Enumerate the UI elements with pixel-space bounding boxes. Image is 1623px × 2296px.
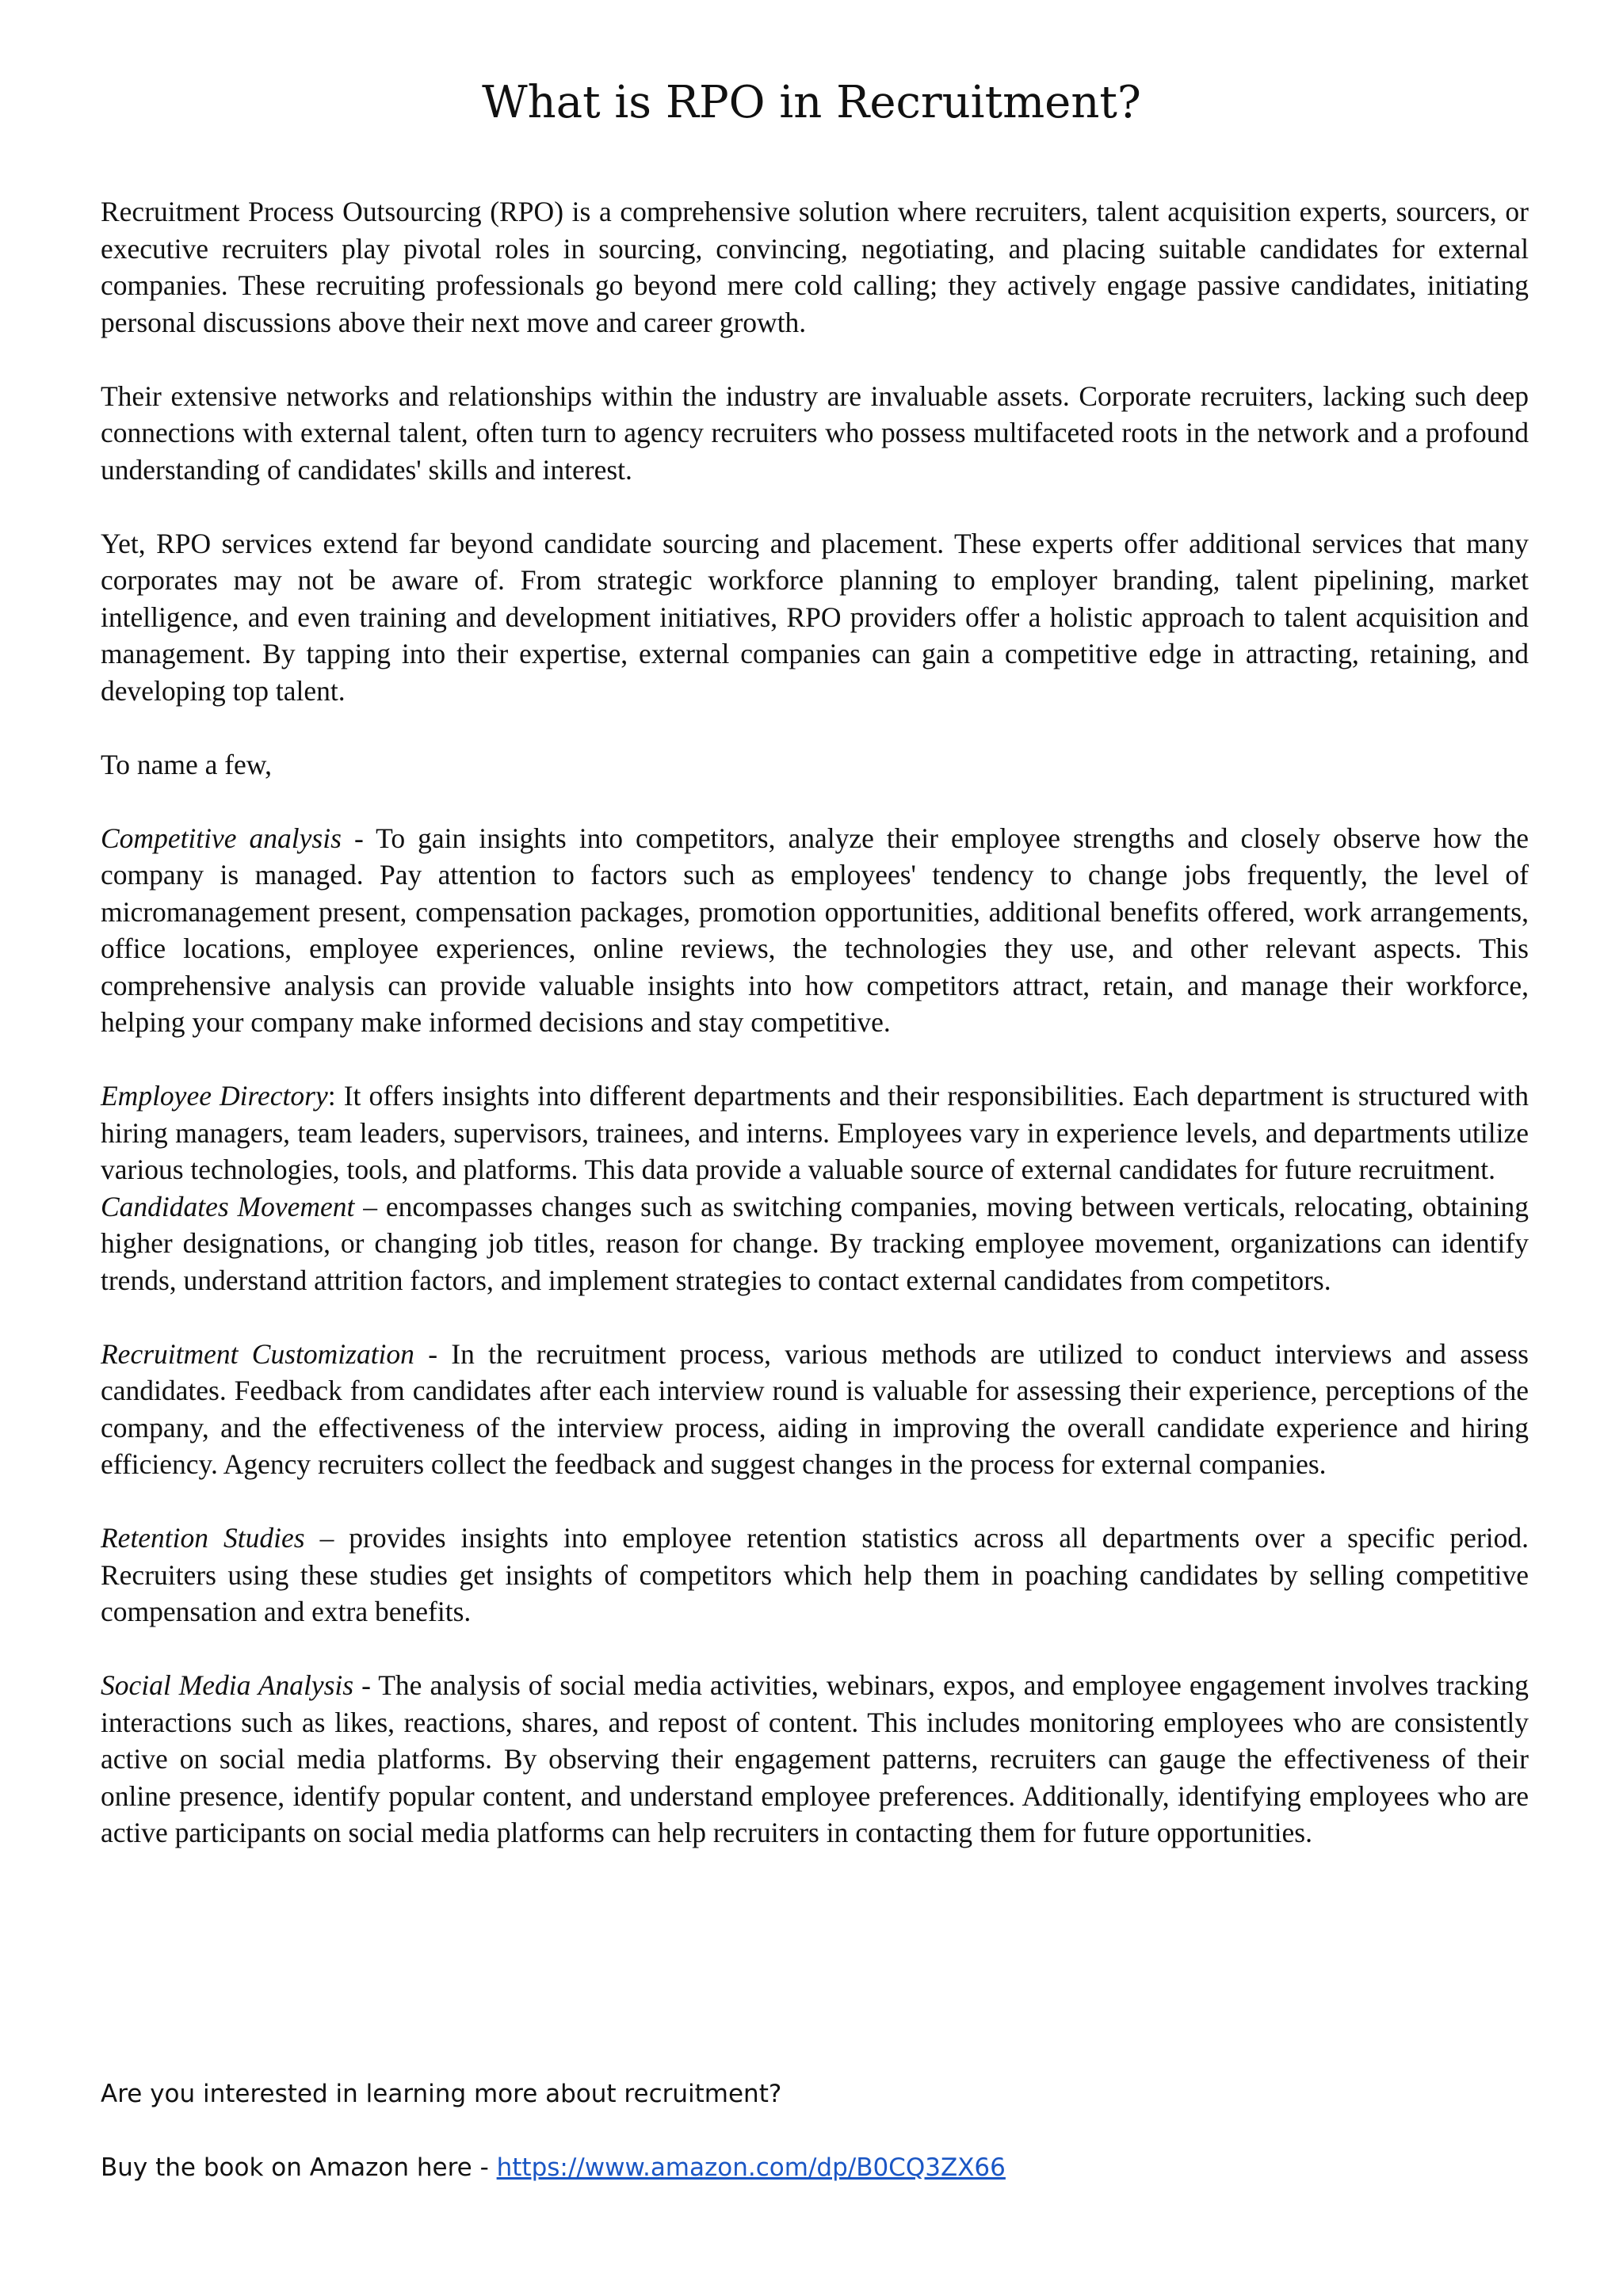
social-media-analysis-text: - The analysis of social media activities, webinars, expos, and employee engagement involves tracking interactions such as likes, reactions, shares, and repost of content. This includes monitoring employees who are consistently active on social media platforms. By observing their engagement patterns, recruiters can gauge the effectiveness of their online presence, identify popular content, and understand employee preferences. Additionally, identifying employees who are active participants on social media platforms can help recruiters in contacting them for future opportunities. — [101, 1669, 1529, 1848]
intro-paragraph: Recruitment Process Outsourcing (RPO) is a comprehensive solution where recruiters, talent acquisition experts, sourcers, or executive recruiters play pivotal roles in sourcing, convincing, negotiating, and placing suitable candidates for external companies. These recruiting professionals go beyond mere cold calling; they actively engage passive candidates, initiating personal discussions above their next move and career growth. — [101, 196, 1529, 338]
retention-studies-paragraph — [101, 1520, 1529, 1630]
employee-directory-text: : It offers insights into different departments and their responsibilities. Each department is structured with hiring managers, team leaders, supervisors, trainees, and interns. Employees vary in experience levels, and departments utilize various technologies, tools, and platforms. This data provide a valuable source of external candidates for future recruitment. — [101, 1080, 1529, 1185]
buy-prefix: Buy the book on Amazon here - — [101, 2153, 497, 2182]
to-name-paragraph: To name a few, — [101, 748, 272, 780]
buy-line — [101, 2149, 1006, 2186]
social-media-analysis-term: Social Media Analysis — [101, 1669, 354, 1701]
page-title: What is RPO in Recruitment? — [482, 77, 1141, 128]
competitive-analysis-text: - To gain insights into competitors, analyze their employee strengths and closely observe how the company is managed. Pay attention to factors such as employees' tendency to change jobs frequently, the level of micromanagement present, compensation packages, promotion opportunities, additional benefits offered, work arrangements, office locations, employee experiences, online reviews, the technologies they use, and other relevant aspects. This comprehensive analysis can provide valuable insights into how competitors attract, retain, and manage their workforce, helping your company make informed decisions and stay competitive. — [101, 822, 1529, 1038]
document-body — [101, 193, 1529, 1852]
amazon-link[interactable]: https://www.amazon.com/dp/B0CQ3ZX66 — [496, 2153, 1006, 2182]
retention-studies-text: – provides insights into employee retention statistics across all departments over a specific period. Recruiters using these studies get insights of competitors which help them in poaching candidates by selling competitive compensation and extra benefits. — [101, 1522, 1529, 1627]
recruitment-customization-paragraph — [101, 1336, 1529, 1483]
employee-directory-paragraph — [101, 1077, 1529, 1188]
employee-directory-term: Employee Directory — [101, 1080, 328, 1112]
competitive-analysis-term: Competitive analysis — [101, 822, 342, 854]
social-media-analysis-paragraph — [101, 1667, 1529, 1852]
competitive-analysis-paragraph — [101, 820, 1529, 1041]
candidates-movement-paragraph — [101, 1188, 1529, 1299]
recruitment-customization-text: - In the recruitment process, various methods are utilized to conduct interviews and assess candidates. Feedback from candidates after each interview round is valuable for assessing their experience, perceptions of the company, and the effectiveness of the interview process, aiding in improving the overall candidate experience and hiring efficiency. Agency recruiters collect the feedback and suggest changes in the process for external companies. — [101, 1337, 1529, 1480]
services-paragraph: Yet, RPO services extend far beyond candidate sourcing and placement. These experts offer additional services that many corporates may not be aware of. From strategic workforce planning to employer branding, talent pipelining, market intelligence, and even training and development initiatives, RPO providers offer a holistic approach to talent acquisition and management. By tapping into their expertise, external companies can gain a competitive edge in attracting, retaining, and developing top talent. — [101, 527, 1529, 707]
footer — [101, 2076, 1529, 2182]
recruitment-customization-term: Recruitment Customization — [101, 1337, 414, 1370]
retention-studies-term: Retention Studies — [101, 1522, 305, 1554]
candidates-movement-text: – encompasses changes such as switching companies, moving between verticals, relocating, obtaining higher designations, or changing job titles, reason for change. By tracking employee movement, organizations can identify trends, understand attrition factors, and implement strategies to contact external candidates from competitors. — [101, 1190, 1529, 1296]
candidates-movement-term: Candidates Movement — [101, 1190, 355, 1222]
footer-question: Are you interested in learning more about recruitment? — [101, 2080, 782, 2108]
networks-paragraph: Their extensive networks and relationships within the industry are invaluable assets. Corporate recruiters, lacking such deep connections with external talent, often turn to agency recruiters who possess multifaceted roots in the network and a profound understanding of candidates' skills and interest. — [101, 379, 1529, 486]
